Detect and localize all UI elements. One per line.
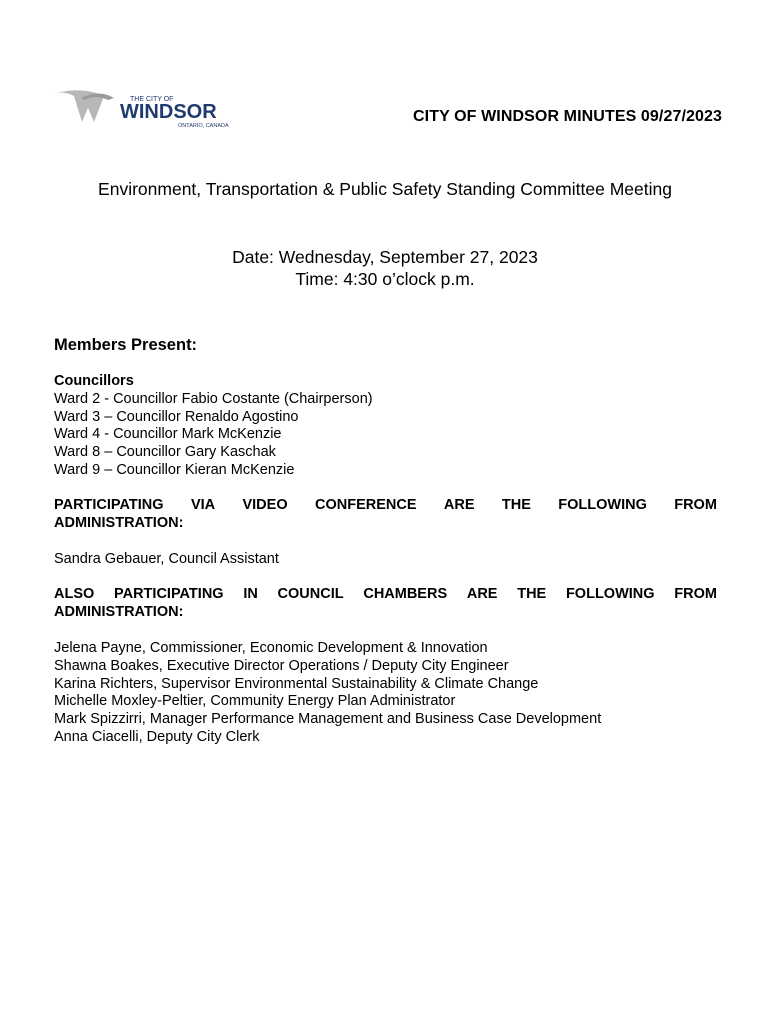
heading-word: ARE: [466, 586, 498, 602]
document-title: CITY OF WINDSOR MINUTES 09/27/2023: [413, 108, 722, 125]
heading-word: PARTICIPATING: [54, 497, 164, 513]
heading-word: FROM: [674, 497, 717, 513]
logo-subtext: ONTARIO, CANADA: [178, 123, 229, 128]
heading-word: IN: [243, 586, 258, 602]
list-item: Mark Spizzirri, Manager Performance Management and Business Case Development: [54, 711, 602, 728]
heading-word: FROM: [674, 586, 717, 602]
heading-word: PARTICIPATING: [114, 586, 224, 602]
heading-word: CHAMBERS: [363, 586, 448, 602]
list-item: Ward 4 - Councillor Mark McKenzie: [54, 426, 282, 443]
heading-word: VIDEO: [242, 497, 288, 513]
heading-word: THE: [501, 497, 531, 513]
list-item: Shawna Boakes, Executive Director Operations / Deputy City Engineer: [54, 657, 509, 674]
heading-line-2: ADMINISTRATION:: [54, 603, 184, 620]
meeting-time: Time: 4:30 o’clock p.m.: [295, 269, 475, 289]
list-item: Karina Richters, Supervisor Environmental Sustainability & Climate Change: [54, 675, 539, 692]
councillors-subheading: Councillors: [54, 373, 134, 389]
heading-word: FOLLOWING: [558, 497, 647, 513]
heading-word: ALSO: [54, 586, 95, 602]
heading-word: THE: [517, 586, 547, 602]
list-item: Ward 2 - Councillor Fabio Costante (Chairperson): [54, 390, 373, 407]
chambers-attendees-list: [54, 640, 601, 747]
meeting-title: Environment, Transportation & Public Safety Standing Committee Meeting: [98, 179, 672, 199]
council-chambers-heading: [54, 586, 717, 622]
logo-small-text: THE CITY OF: [130, 96, 174, 103]
heading-word: VIA: [190, 497, 216, 513]
video-conference-heading: [54, 497, 717, 533]
heading-line-2: ADMINISTRATION:: [54, 514, 184, 531]
heading-word: CONFERENCE: [314, 497, 417, 513]
list-item: Anna Ciacelli, Deputy City Clerk: [54, 728, 260, 745]
list-item: Michelle Moxley-Peltier, Community Energy Plan Administrator: [54, 693, 456, 710]
list-item: Ward 9 – Councillor Kieran McKenzie: [54, 461, 295, 478]
list-item: Jelena Payne, Commissioner, Economic Development & Innovation: [54, 640, 488, 656]
meeting-date-time: [0, 246, 770, 290]
heading-word: COUNCIL: [277, 586, 344, 602]
list-item: Ward 3 – Councillor Renaldo Agostino: [54, 408, 299, 425]
city-of-windsor-logo: [52, 86, 252, 128]
meeting-date: Date: Wednesday, September 27, 2023: [232, 247, 538, 267]
video-attendee: Sandra Gebauer, Council Assistant: [54, 551, 279, 567]
members-present-heading: Members Present:: [54, 336, 198, 354]
councillors-list: [54, 373, 373, 480]
logo-name: WINDSOR: [120, 101, 217, 123]
list-item: Ward 8 – Councillor Gary Kaschak: [54, 444, 276, 461]
heading-word: ARE: [443, 497, 475, 513]
heading-word: FOLLOWING: [565, 586, 655, 602]
